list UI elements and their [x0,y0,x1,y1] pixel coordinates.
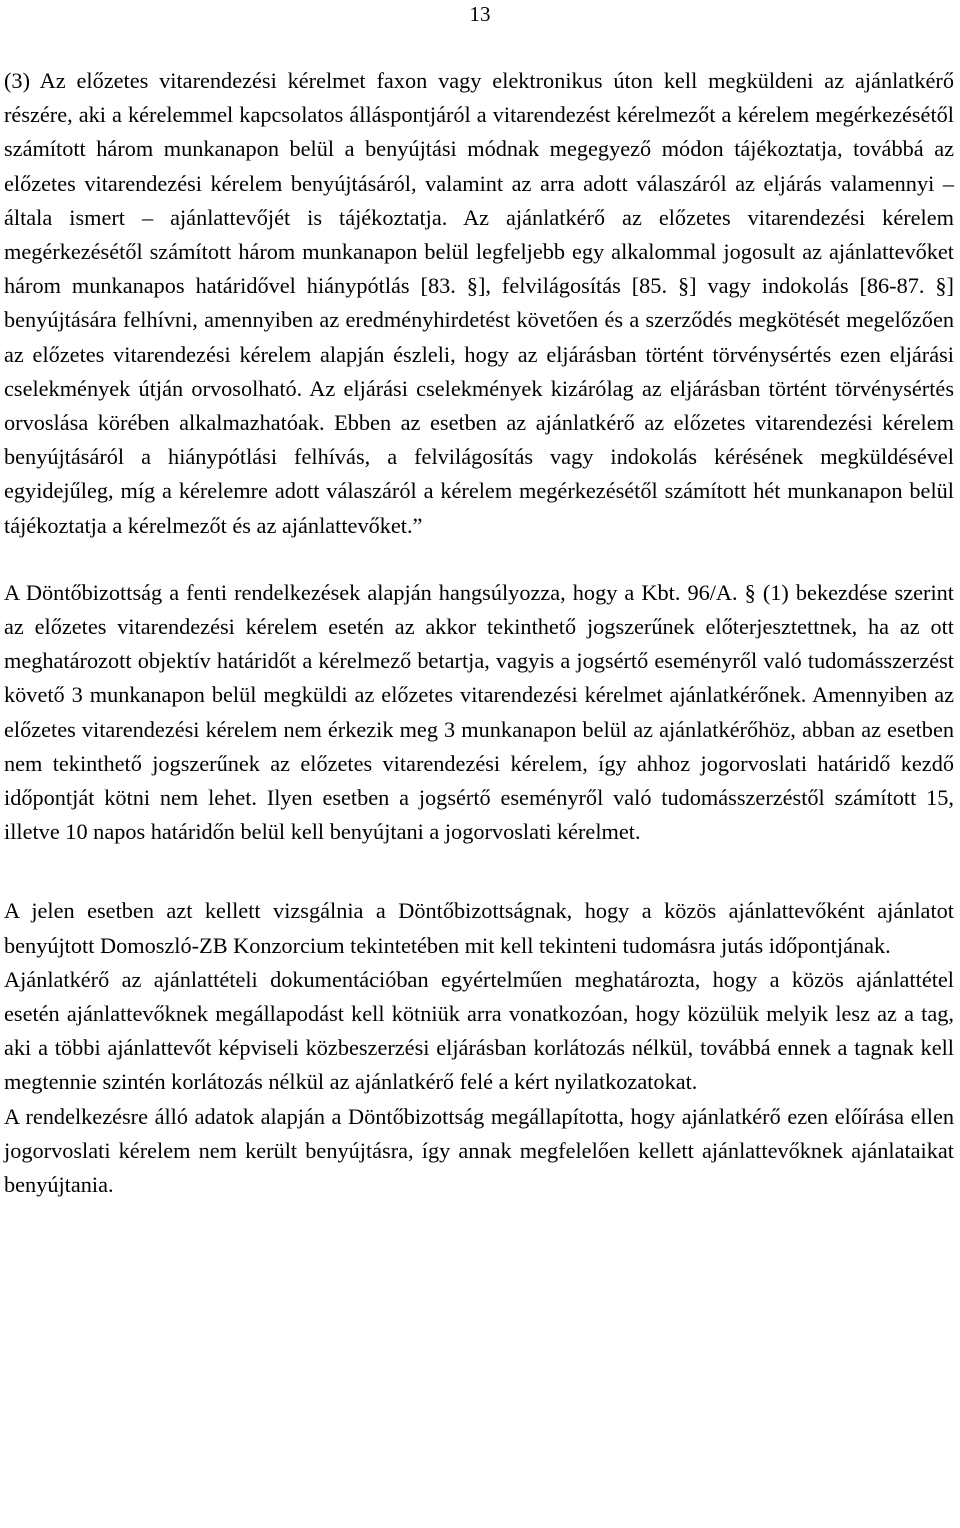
paragraph-kbt-96a-3: (3) Az előzetes vitarendezési kérelmet faxon vagy elektronikus úton kell megküldeni az ajánlatkérő részére, aki a kérelemmel kapcsolatos álláspontjáról a vitarendezést kérelmezőt a kérelem megérkezésétől számított három munkanapon belül a benyújtási módnak megegyező módon tájékoztatja, továbbá az előzetes vitarendezési kérelem benyújtásáról, valamint az arra adott válaszáról az eljárás valamennyi – általa ismert – ajánlattevőjét is tájékoztatja. Az ajánlatkérő az előzetes vitarendezési kérelem megérkezésétől számított három munkanapon belül legfeljebb egy alkalommal jogosult az ajánlattevőket három munkanapos határidővel hiánypótlás [83. §], felvilágosítás [85. §] vagy indokolás [86-87. §] benyújtására felhívni, amennyiben az eredményhirdetést követően és a szerződés megkötését megelőzően az előzetes vitarendezési kérelem alapján észleli, hogy az eljárásban történt törvénysértés ezen eljárási cselekmények útján orvosolható. Az eljárási cselekmények kizárólag az eljárásban történt törvénysértés orvoslása körében alkalmazhatóak. Ebben az esetben az ajánlatkérő az előzetes vitarendezési kérelem benyújtásáról a hiánypótlási felhívás, a felvilágosítás vagy indokolás kérésének megküldésével egyidejűleg, míg a kérelemre adott válaszáról a kérelem megérkezésétől számított hét munkanapon belül tájékoztatja a kérelmezőt és az ajánlattevőket.” [4,68,954,538]
page-number: 13 [469,2,491,26]
paragraph-conclusion: A rendelkezésre álló adatok alapján a Döntőbizottság megállapította, hogy ajánlatkérő ezen előírása ellen jogorvoslati kérelem nem került benyújtásra, így annak megfelelően kellett ajánlattevőknek ajánlataikat benyújtania. [4,1103,954,1198]
paragraph-tender-documentation: Ajánlatkérő az ajánlattételi dokumentációban egyértelműen meghatározta, hogy a közös ajánlattétel esetén ajánlattevőknek megállapodást kell kötniük arra vonatkozóan, hogy közülük melyik lesz az a tag, aki a többi ajánlattevőt képviseli közbeszerzési eljárásban korlátozás nélkül, továbbá ennek a tagnak kell megtennie szintén korlátozás nélkül az ajánlatkérő felé a kért nyilatkozatokat. [4,966,954,1095]
paragraph-present-case: A jelen esetben azt kellett vizsgálnia a Döntőbizottságnak, hogy a közös ajánlattevőként ajánlatot benyújtott Domoszló-ZB Konzorcium tekintetében mit kell tekinteni tudomásra jutás időpontjának. [4,898,954,958]
paragraph-dontobizottsag-emphasis: A Döntőbizottság a fenti rendelkezések alapján hangsúlyozza, hogy a Kbt. 96/A. § (1) bekezdése szerint az előzetes vitarendezési kérelem esetén az akkor tekinthető jogszerűnek előterjesztettnek, ha az ott meghatározott objektív határidőt a kérelmező betartja, vagyis a jogsértő eseményről való tudomásszerzést követő 3 munkanapon belül megküldi az előzetes vitarendezési kérelmet ajánlatkérőnek. Amennyiben az előzetes vitarendezési kérelem nem érkezik meg 3 munkanapon belül az ajánlatkérőhöz, abban az esetben nem tekinthető jogszerűnek az előzetes vitarendezési kérelem, így ahhoz jogorvoslati határidő kezdő időpontját kötni nem lehet. Ilyen esetben a jogsértő eseményről való tudomásszerzéstől számított 15, illetve 10 napos határidőn belül kell benyújtani a jogorvoslati kérelmet. [4,579,954,845]
document-body [4,64,954,1202]
